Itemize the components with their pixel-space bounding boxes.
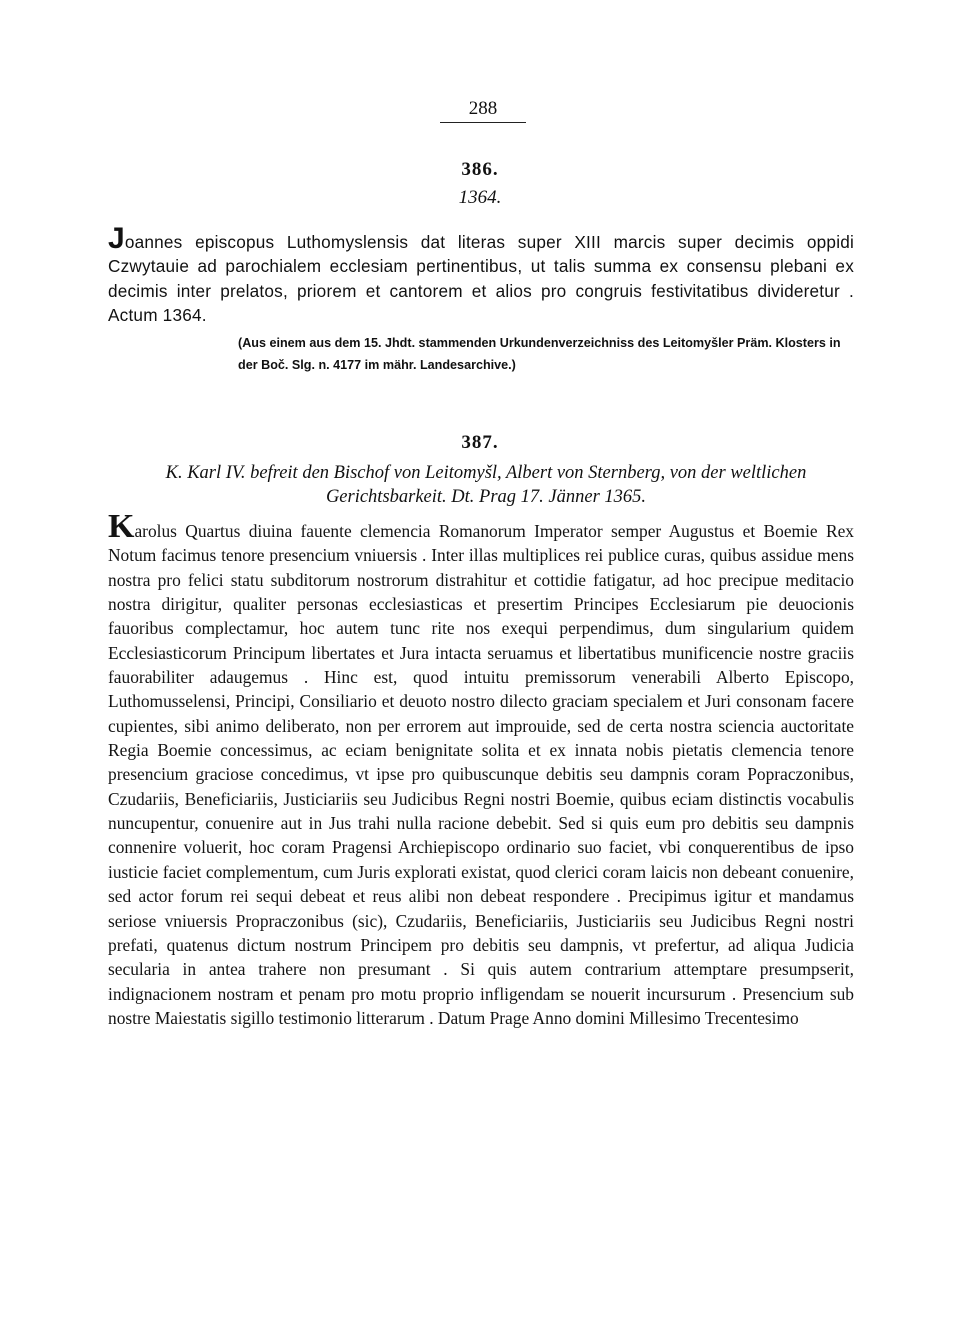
initial-letter: J [108, 222, 125, 255]
initial-letter: K [108, 508, 135, 545]
regest-386 [108, 222, 854, 328]
source-note-386: (Aus einem aus dem 15. Jhdt. stammenden Urkundenverzeichniss des Leitomyšler Präm. Klosters in der Boč. Slg. n. 4177 im mähr. Landesarchive.) [238, 336, 841, 372]
regest-386-text: oannes episcopus Luthomyslensis dat literas super XIII marcis super decimis oppidi Czwytauie ad parochialem ecclesiam pertinentibus, ut talis summa ex consensu plebani ex decimis inter prelatos, priorem et cantorem et alios pro congruis festivitatibus divideretur . Actum 1364. [108, 232, 854, 326]
charter-387-body: arolus Quartus diuina fauente clemencia Romanorum Imperator semper Augustus et Boemie Rex Notum facimus tenore presencium vniuersis . Inter illas multiplices rei publice curas, quibus assidue mens nostra pro felici statu subditorum nostrorum distrahitur et cottidie fatigatur, ad hoc precipue meditacio nostra dirigitur, qualiter personas ecclesiasticas et presertim Principes Ecclesiarum pie deuocionis fauoribus complectamur, hoc autem tunc rite nos exequi perpendimus, dum singularium quidem Ecclesiasticorum Principum libertates et Jura intacta seruamus et libertatibus munificencie nostre graciis fauorabiliter adaugemus . Hinc est, quod intuitu premissorum venerabili Alberto Episcopo, Luthomusselensi, Principi, Consiliario et deuoto nostro dilecto graciam specialem et Juri consonam facere cupientes, sibi animo deliberato, non per errorem aut improuide, sed de certa nostra sciencia auctoritate Regia Boemie concessimus, ac eciam benignitate solita et ex innata nobis pietatis clemencia tenore presencium graciose concedimus, vt ipse pro quibuscunque debitis seu dampnis coram Popraczonibus, Czudariis, Beneficiariis, Justiciariis seu Judicibus Regni nostri Boemie, quibus eciam distinctis vocabulis nuncupentur, conuenire aut in Jus trahi nulla racione debebit. Sed si quis eum pro debitis seu dampnis connenire voluerit, hoc coram Pragensi Archiepiscopo ordinario suo faciet, vbi conquerentibus de ipso iusticie faciet complementum, cum Juris explorati existat, quod clerici coram laicis non debeant conuenire, sed actor forum rei sequi debeat et reus alibi non debeat respondere . Precipimus igitur et mandamus seriose vniuersis Propraczonibus (sic), Czudariis, Beneficiariis, Justiciariis seu Judicibus Regni nostri prefati, quatenus dictum nostrum Principem pro debitis seu dampnis, vt prefertur, ad aliqua Judicia secularia in antea trahere non presumant . Si quis autem contrarium attemptare presumpserit, indignacionem nostram et penam pro motu proprio infligendam se nouerit incursurum . Presencium sub nostre Maiestatis sigillo testimonio litterarum . Datum Prage Anno domini Millesimo Trecentesimo [108, 521, 854, 1028]
regest-heading-387: K. Karl IV. befreit den Bischof von Leitomyšl, Albert von Sternberg, von der weltlichen Gerichtsbarkeit. Dt. Prag 17. Jänner 1365. [165, 463, 807, 507]
document-date-386: 1364. [458, 187, 502, 208]
document-number-387: 387. [461, 432, 499, 453]
page-number: 288 [440, 98, 526, 123]
charter-text-387 [108, 508, 854, 1030]
document-number-386: 386. [461, 159, 499, 180]
